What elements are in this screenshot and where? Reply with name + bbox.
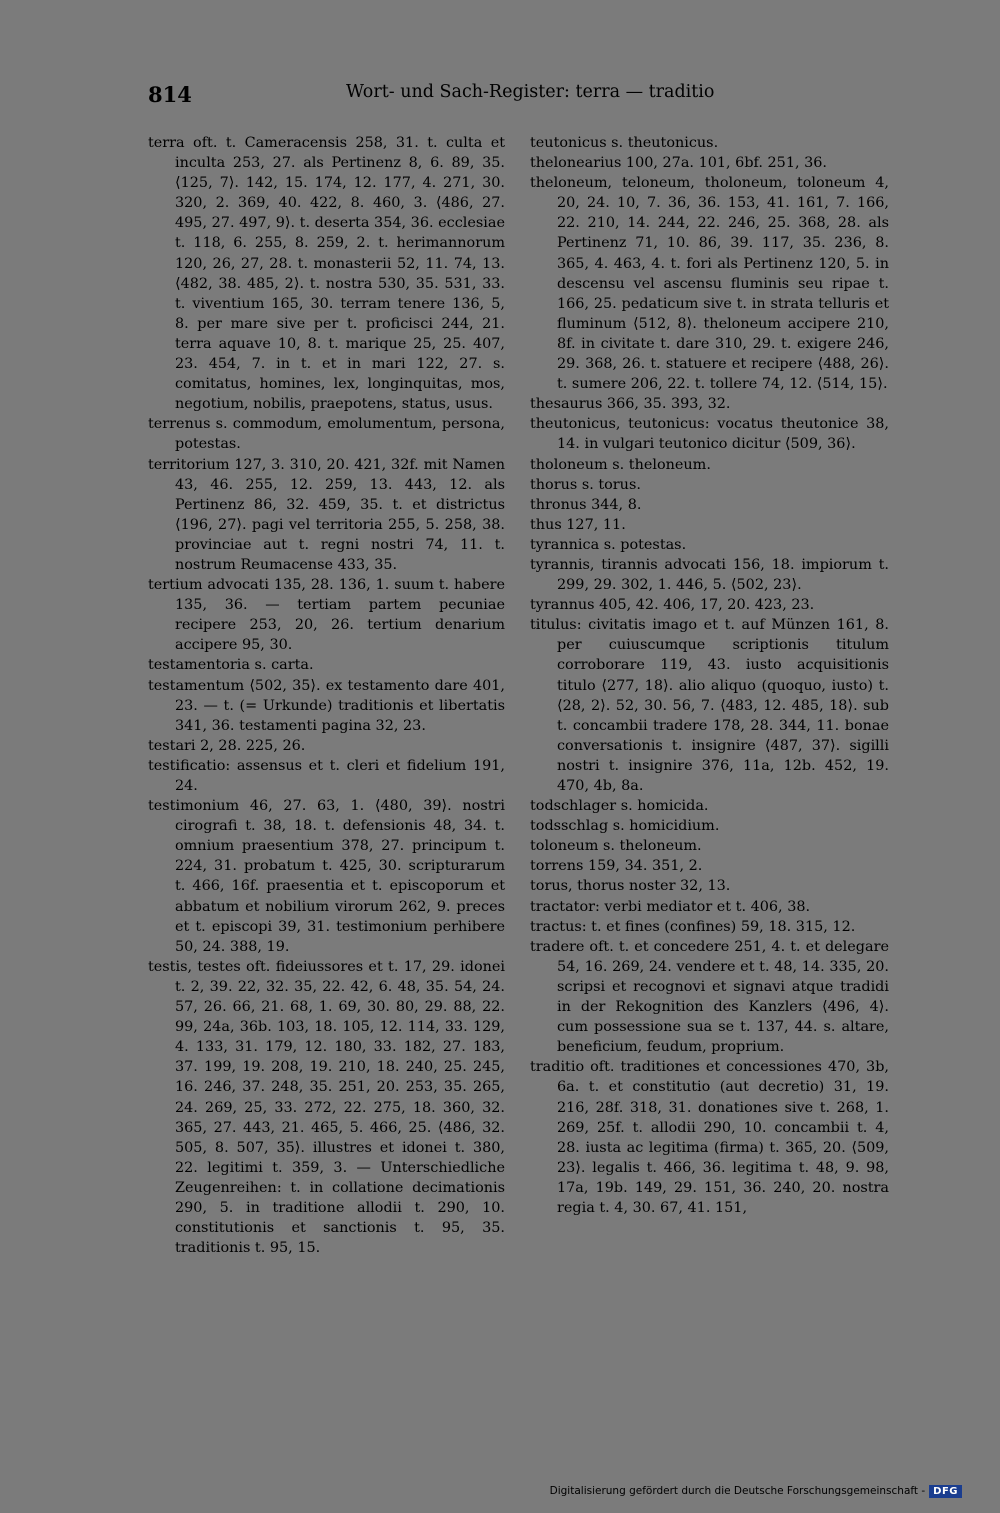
index-entry: testis, testes oft. fideiussores et t. 17, 29. idonei t. 2, 39. 22, 32. 35, 22. 42, 6. 48, 35. 54, 24. 57, 26. 66, 21. 68, 1. 69, 30. 80, 29. 88, 22. 99, 24a, 36b. 103, 18. 105, 12. 114, 33. 129, 4. 133, 31. 179, 12. 180, 33. 182, 27. 183, 37. 199, 19. 208, 19. 210, 18. 240, 25. 245, 16. 246, 37. 248, 35. 251, 20. 253, 35. 265, 24. 269, 25, 33. 272, 22. 275, 18. 360, 32. 365, 27. 443, 21. 465, 5. 466, 25. ⟨486, 32. 505, 8. 507, 35⟩. illustres et idonei t. 380, 22. legitimi t. 359, 3. — Unterschiedliche Zeugenreihen: t. in collatione decimationis 290, 5. in traditione allodii t. 290, 10. constitutionis et sanctionis t. 95, 35. traditionis t. 95, 15. <box>148 958 505 1257</box>
index-entry: thorus s. torus. <box>530 476 641 493</box>
left-column <box>148 133 505 1258</box>
index-entry: teutonicus s. theutonicus. <box>530 135 719 151</box>
page-header <box>148 82 892 112</box>
index-entry: tholoneum s. theloneum. <box>530 456 711 473</box>
dfg-logo: DFG <box>929 1485 962 1498</box>
index-entry: theutonicus, teutonicus: vocatus theutonice 38, 14. in vulgari teutonico dicitur ⟨509, 36⟩. <box>530 416 889 453</box>
footer-text: Digitalisierung gefördert durch die Deutsche Forschungsgemeinschaft - <box>549 1485 926 1497</box>
index-entry: tyrannica s. potestas. <box>530 536 687 553</box>
index-entry: tyrannis, tirannis advocati 156, 18. impiorum t. 299, 29. 302, 1. 446, 5. ⟨502, 23⟩. <box>530 556 889 594</box>
index-entry: torrens 159, 34. 351, 2. <box>530 858 703 875</box>
index-entry: thelonearius 100, 27a. 101, 6bf. 251, 36. <box>530 155 828 172</box>
index-entry: testimonium 46, 27. 63, 1. ⟨480, 39⟩. nostri cirografi t. 38, 18. t. defensionis 48, 34. t. omnium praesentium 378, 27. principum t. 224, 31. probatum t. 425, 30. scripturarum t. 466, 16f. praesentia et t. episcoporum et abbatum et nobilium virorum 262, 9. preces et t. episcopi 39, 31. testimonium perhibere 50, 24. 388, 19. <box>148 798 505 955</box>
index-entry: tradere oft. t. et concedere 251, 4. t. et delegare 54, 16. 269, 24. vendere et t. 48, 14. 335, 20. scripsi et recognovi et signavi atque tradidi in der Rekognition des Kanzlers ⟨496, 4⟩. cum possessione sua se t. 137, 44. s. altare, beneficium, feudum, proprium. <box>530 938 889 1056</box>
digitization-footer <box>550 1483 962 1499</box>
index-entry: toloneum s. theloneum. <box>530 838 702 855</box>
index-entry: thus 127, 11. <box>530 516 626 533</box>
index-entry: terrenus s. commodum, emolumentum, persona, potestas. <box>148 416 505 453</box>
index-entry: todschlager s. homicida. <box>530 798 709 815</box>
index-entry: tractus: t. et fines (confines) 59, 18. 315, 12. <box>530 918 856 935</box>
index-entry: testamentum ⟨502, 35⟩. ex testamento dare 401, 23. — t. (= Urkunde) traditionis et libertatis 341, 36. testamenti pagina 32, 23. <box>148 677 505 734</box>
index-entry: titulus: civitatis imago et t. auf Münzen 161, 8. per cuiuscumque scriptionis titulum corroborare 119, 43. iusto acquisitionis titulo ⟨277, 18⟩. alio aliquo (quoquo, iusto) t. ⟨28, 2⟩. 52, 30. 56, 7. ⟨483, 12. 485, 18⟩. sub t. concambii tradere 178, 28. 344, 11. bonae conversationis t. insignire ⟨487, 37⟩. sigilli nostri t. insignire 376, 11a, 12b. 452, 19. 470, 4b, 8a. <box>530 617 889 794</box>
index-entry: terra oft. t. Cameracensis 258, 31. t. culta et inculta 253, 27. als Pertinenz 8, 6. 89, 35. ⟨125, 7⟩. 142, 15. 174, 12. 177, 4. 271, 30. 320, 2. 369, 40. 422, 8. 460, 3. ⟨486, 27. 495, 27. 497, 9⟩. t. deserta 354, 36. ecclesiae t. 118, 6. 255, 8. 259, 2. t. herimannorum 120, 26, 27, 28. t. monasterii 52, 11. 74, 13. ⟨482, 38. 485, 2⟩. t. nostra 530, 35. 531, 33. t. viventium 165, 30. terram tenere 136, 5, 8. per mare sive per t. proficisci 244, 21. terra aquave 10, 8. t. marique 25, 25. 407, 23. 454, 7. in t. et in mari 122, 27. s. comitatus, homines, lex, longinquitas, mos, negotium, nobilis, praepotens, status, usus. <box>148 135 505 413</box>
index-entry: thronus 344, 8. <box>530 496 642 513</box>
index-entry: todsschlag s. homicidium. <box>530 818 720 835</box>
index-entry: torus, thorus noster 32, 13. <box>530 878 731 895</box>
index-entry: tertium advocati 135, 28. 136, 1. suum t. habere 135, 36. — tertiam partem pecuniae recipere 253, 20, 26. tertium denarium accipere 95, 30. <box>148 577 505 654</box>
index-entry: testificatio: assensus et t. cleri et fidelium 191, 24. <box>148 757 505 794</box>
running-title: Wort- und Sach-Register: terra — traditio <box>346 82 715 102</box>
index-entry: theloneum, teloneum, tholoneum, toloneum 4, 20, 24. 10, 7. 36, 36. 153, 41. 161, 7. 166, 22. 210, 14. 244, 22. 246, 25. 368, 28. als Pertinenz 71, 10. 86, 39. 117, 35. 236, 8. 365, 4. 463, 4. t. fori als Pertinenz 120, 5. in descensu vel ascensu fluminis seu ripae t. 166, 25. pedaticum sive t. in strata telluris et fluminum ⟨512, 8⟩. theloneum accipere 210, 8f. in civitate t. dare 310, 29. t. exigere 246, 29. 368, 26. t. statuere et recipere ⟨488, 26⟩. t. sumere 206, 22. t. tollere 74, 12. ⟨514, 15⟩. <box>530 175 889 393</box>
index-entry: testamentoria s. carta. <box>148 657 314 674</box>
index-entry: tractator: verbi mediator et t. 406, 38. <box>530 898 811 915</box>
page-number: 814 <box>148 82 192 107</box>
index-entry: territorium 127, 3. 310, 20. 421, 32f. mit Namen 43, 46. 255, 12. 259, 13. 443, 12. als Pertinenz 86, 32. 459, 35. t. et districtus ⟨196, 27⟩. pagi vel territoria 255, 5. 258, 38. provinciae aut t. regni nostri 74, 11. t. nostrum Reumacense 433, 35. <box>148 456 505 573</box>
index-entry: tyrannus 405, 42. 406, 17, 20. 423, 23. <box>530 597 815 614</box>
index-entry: traditio oft. traditiones et concessiones 470, 3b, 6a. t. et constitutio (aut decretio) 31, 19. 216, 28f. 318, 31. donationes sive t. 268, 1. 269, 25f. t. allodii 290, 10. concambii t. 4, 28. iusta ac legitima (firma) t. 365, 20. ⟨509, 23⟩. legalis t. 466, 36. legitima t. 48, 9. 98, 17a, 19b. 149, 29. 151, 36. 240, 20. nostra regia t. 4, 30. 67, 41. 151, <box>530 1059 889 1216</box>
index-entry: testari 2, 28. 225, 26. <box>148 737 306 754</box>
index-entry: thesaurus 366, 35. 393, 32. <box>530 396 731 413</box>
right-column <box>530 133 889 1218</box>
